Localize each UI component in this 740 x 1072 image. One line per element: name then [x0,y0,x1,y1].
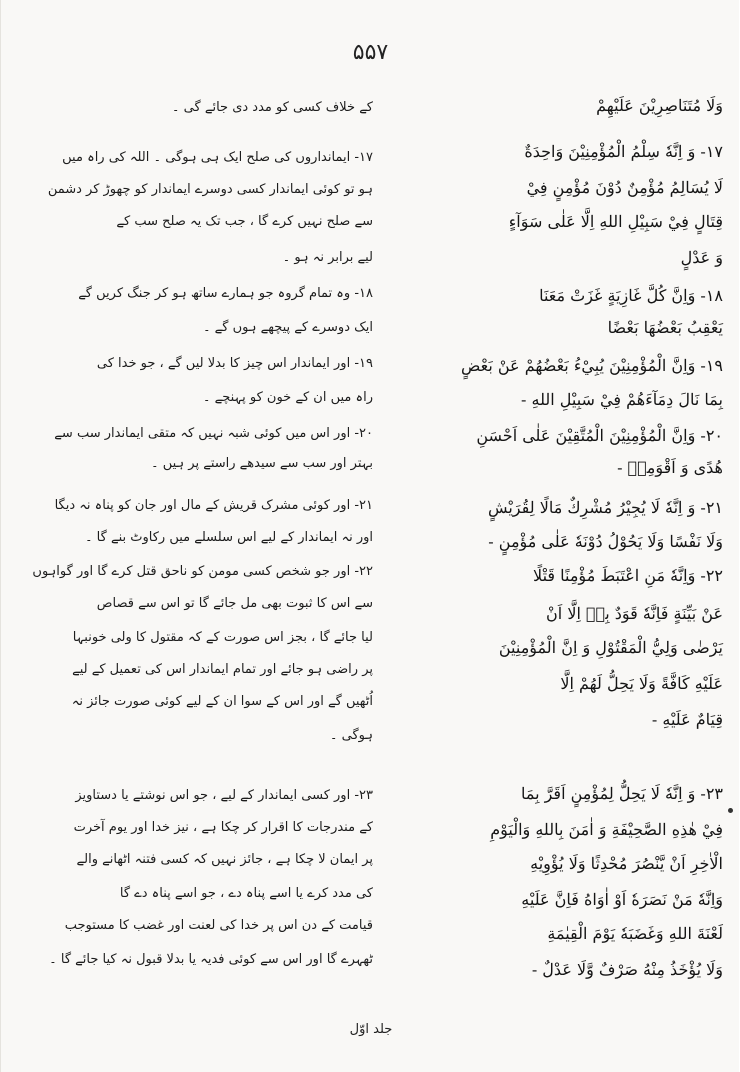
arabic-line: الْاٰخِرِ اَنْ يَّنْصُرَ مُحْدِثًا وَلَا يُؤْوِيْهِ [530,854,723,873]
arabic-line: لَا يُسَالِمُ مُؤْمِنٌ دُوْنَ مُؤْمِنٍ فِيْ [526,178,723,197]
arabic-line: وَلَا نَفْسًا وَلَا يَحُوْلُ دُوْنَهٗ عَلٰى مُؤْمِنٍ - [488,532,723,551]
urdu-line: کی مدد کرے یا اسے پناہ دے ، جو اسے پناہ دے گا [119,886,373,901]
arabic-line: فِيْ هٰذِهِ الصَّحِيْفَةِ وَ اٰمَنَ بِاللهِ وَالْيَوْمِ [490,820,723,839]
urdu-line: اُٹھیں گے اور اس کے سوا ان کے لیے کوئی صورت جائز نہ [71,694,373,709]
urdu-line: لیا جائے گا ، بجز اس صورت کے کہ مقتول کا ولی خونبہا [72,630,373,645]
arabic-line: ٢٣- وَ اِنَّهٗ لَا يَحِلُّ لِمُؤْمِنٍ اَقَرَّ بِمَا [520,784,723,803]
volume-footer: جلد اوّل [349,1022,393,1037]
urdu-line: ٹھہرے گا اور اس سے کوئی فدیہ یا بدلا قبول نہ کیا جائے گا ۔ [49,952,373,967]
urdu-line: ٢٣- اور کسی ایماندار کے لیے ، جو اس نوشتے یا دستاویز [75,788,373,803]
urdu-line: ٢٠- اور اس میں کوئی شبہ نہیں کہ متقی ایماندار سب سے [54,426,373,441]
arabic-line: عَنْ بَيِّنَةٍ فَاِنَّهٗ قَوَدٌ بِهٖ اِلَّا اَنْ [546,604,723,623]
urdu-line: ١٧- ایمانداروں کی صلح ایک ہی ہوگی ۔ اللہ کی راہ میں [62,150,373,165]
arabic-line: لَعْنَةَ اللهِ وَغَضَبَهٗ يَوْمَ الْقِيٰمَةِ [547,924,723,943]
urdu-line: اور نہ ایماندار کے لیے اس سلسلے میں رکاوٹ بنے گا ۔ [84,530,373,545]
arabic-line: ١٨- وَاِنَّ كُلَّ غَازِيَةٍ غَزَتْ مَعَنَا [539,286,723,305]
urdu-line: پر راضی ہو جائے اور تمام ایماندار اس کی تعمیل کے لیے [72,662,373,677]
urdu-line: ٢١- اور کوئی مشرک قریش کے مال اور جان کو پناہ نہ دیگا [54,498,373,513]
urdu-line: لیے برابر نہ ہو ۔ [282,250,373,265]
urdu-line: بہتر اور سب سے سیدھے راستے پر ہیں ۔ [150,456,373,471]
margin-dot [728,808,733,813]
urdu-line: ١٨- وہ تمام گروہ جو ہمارے ساتھ ہو کر جنگ کریں گے [78,286,373,301]
arabic-line: وَلَا يُؤْخَذُ مِنْهُ صَرْفٌ وَّلَا عَدْلٌ - [531,960,723,979]
urdu-line: ہو تو کوئی ایماندار کسی دوسرے ایماندار کو چھوڑ کر دشمن [47,182,373,197]
arabic-line: يَعْقِبُ بَعْضُهَا بَعْضًا [607,318,723,337]
urdu-line: ٢٢- اور جو شخص کسی مومن کو ناحق قتل کرے گا اور گواہوں [32,564,373,579]
urdu-line: ہوگی ۔ [329,728,373,743]
page-number: ۵۵۷ [352,40,389,65]
urdu-line: کے خلاف کسی کو مدد دی جائے گی ۔ [171,100,373,115]
arabic-line: يَرْضٰى وَلِيُّ الْمَقْتُوْلِ وَ اِنَّ الْمُؤْمِنِيْنَ [498,638,723,657]
urdu-line: ١٩- اور ایماندار اس چیز کا بدلا لیں گے ، جو خدا کی [96,356,373,371]
urdu-line: سے صلح نہیں کرے گا ، جب تک یہ صلح سب کے [116,214,373,229]
arabic-line: بِمَا نَالَ دِمَآءَهُمْ فِيْ سَبِيْلِ اللهِ - [521,390,723,409]
arabic-line: وَ عَدْلٍ [680,248,723,267]
arabic-line: عَلَيْهِ كَافَّةً وَلَا يَحِلُّ لَهُمْ اِلَّا [560,674,723,693]
arabic-line: ٢١- وَ اِنَّهٗ لَا يُجِيْرُ مُشْرِكٌ مَالًا لِقُرَيْشٍ [487,498,723,517]
arabic-line: قِتَالٍ فِيْ سَبِيْلِ اللهِ اِلَّا عَلٰى سَوَآءٍ [508,212,723,231]
urdu-line: ایک دوسرے کے پیچھے ہوں گے ۔ [202,320,373,335]
urdu-line: راہ میں ان کے خون کو پہنچے ۔ [202,390,373,405]
urdu-line: پر ایمان لا چکا ہے ، جائز نہیں کہ کسی فتنہ اٹھانے والے [76,852,373,867]
arabic-line: ٢٢- وَاِنَّهٗ مَنِ اعْتَبَطَ مُؤْمِنًا قَتْلًا [533,566,723,585]
arabic-line: هُدًى وَ اَقْوَمِهٖ - [617,458,723,477]
arabic-line: ٢٠- وَاِنَّ الْمُؤْمِنِيْنَ الْمُتَّقِيْنَ عَلٰى اَحْسَنِ [476,426,723,445]
arabic-line: قِيَامٌ عَلَيْهِ - [651,710,723,729]
arabic-line: ١٩- وَاِنَّ الْمُؤْمِنِيْنَ يُبِيْءُ بَعْضُهُمْ عَنْ بَعْضٍ [461,356,723,375]
arabic-line: ١٧- وَ اِنَّهٗ سِلْمُ الْمُؤْمِنِيْنَ وَاحِدَةٌ [524,142,723,161]
urdu-line: قیامت کے دن اس پر خدا کی لعنت اور غضب کا مستوجب [64,918,373,933]
arabic-line: وَاِنَّهٗ مَنْ نَصَرَهٗ اَوْ اٰوَاهُ فَاِنَّ عَلَيْهِ [521,890,723,909]
urdu-line: سے اس کا ثبوت بھی مل جائے گا تو اس سے قصاص [96,596,373,611]
urdu-line: کے مندرجات کا اقرار کر چکا ہے ، نیز خدا اور یوم آخرت [73,820,373,835]
arabic-line: وَلَا مُتَنَاصِرِيْنَ عَلَيْهِمْ [596,96,723,115]
